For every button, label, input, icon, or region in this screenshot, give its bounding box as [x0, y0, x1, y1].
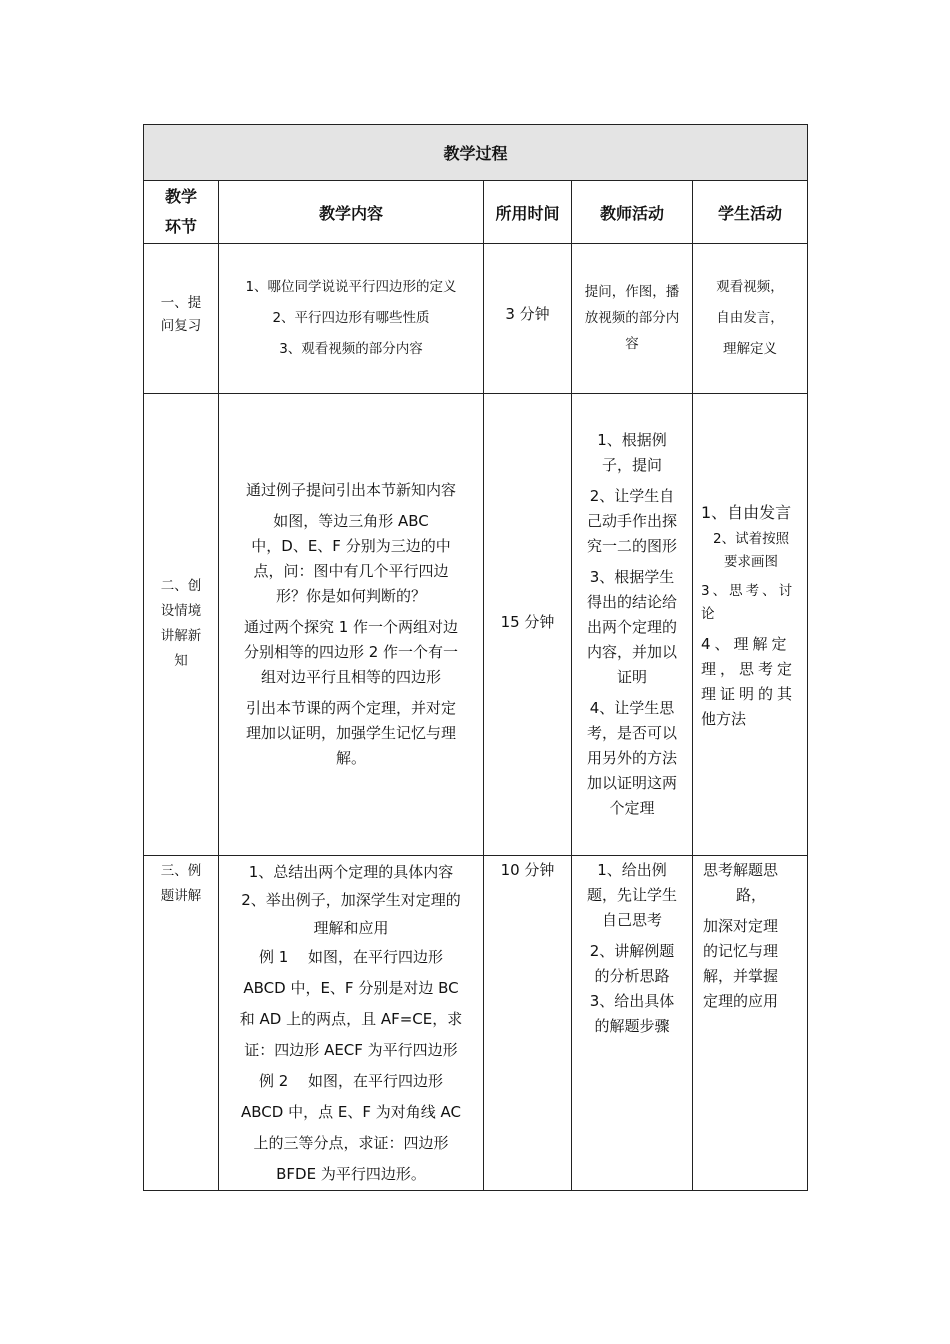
- teacher-line: 2、让学生自: [589, 487, 675, 505]
- content-line: 解。: [335, 749, 366, 767]
- teacher-line: 究一二的图形: [586, 537, 677, 555]
- teacher-line: 题，先让学生: [586, 886, 677, 904]
- header-teacher: 教师活动: [572, 181, 693, 244]
- stage-text: 问复习: [160, 318, 202, 334]
- student-cell: [693, 244, 808, 394]
- student-line: 要求画图: [724, 554, 778, 570]
- header-time: 所用时间: [484, 181, 572, 244]
- teacher-line: 得出的结论给: [586, 593, 677, 611]
- teacher-line: 出两个定理的: [586, 618, 677, 636]
- teacher-line: 3、给出具体: [589, 992, 675, 1010]
- content-line: 分别相等的四边形 2 作一个有一: [243, 643, 459, 661]
- teacher-line: 2、讲解例题: [589, 942, 675, 960]
- student-line: 理解定义: [723, 341, 777, 357]
- teacher-line: 自己思考: [601, 911, 662, 929]
- content-line: 形？你是如何判断的？: [275, 587, 426, 605]
- table-row: [144, 856, 808, 1191]
- student-line: 2、试着按照: [713, 531, 790, 547]
- content-line: BFDE 为平行四边形。: [276, 1165, 426, 1183]
- stage-text: 设情境: [160, 603, 202, 619]
- student-cell: [693, 394, 808, 856]
- teacher-line: 放视频的部分内: [584, 310, 680, 326]
- teacher-line: 1、根据例: [597, 431, 667, 449]
- content-line: ABCD 中，点 E、F 为对角线 AC: [241, 1103, 461, 1121]
- time-cell: 3 分钟: [484, 244, 572, 394]
- teacher-line: 的解题步骤: [594, 1017, 670, 1035]
- content-line: 3、观看视频的部分内容: [279, 341, 423, 357]
- stage-text: 知: [174, 653, 188, 669]
- student-line: 思考解题思: [703, 861, 779, 879]
- teacher-cell: [572, 244, 693, 394]
- student-line: 定理的应用: [703, 992, 779, 1010]
- stage-cell: [144, 856, 219, 1191]
- student-line: 观看视频，: [716, 279, 784, 295]
- content-line: 1、总结出两个定理的具体内容: [248, 863, 454, 881]
- content-line: 组对边平行且相等的四边形: [260, 668, 441, 686]
- teacher-line: 提问，作图，播: [584, 284, 680, 300]
- content-line: 理解和应用: [313, 919, 389, 937]
- header-student: 学生活动: [693, 181, 808, 244]
- content-line: 如图，等边三角形 ABC: [273, 512, 429, 530]
- content-line: ABCD 中，E、F 分别是对边 BC: [243, 979, 459, 997]
- student-line: 解，并掌握: [703, 967, 779, 985]
- content-line: 引出本节课的两个定理，并对定: [245, 699, 456, 717]
- teacher-line: 1、给出例: [597, 861, 667, 879]
- teacher-line: 的分析思路: [594, 967, 670, 985]
- student-cell: [693, 856, 808, 1191]
- student-line: 论: [701, 606, 715, 622]
- stage-cell: [144, 394, 219, 856]
- teacher-line: 用另外的方法: [586, 749, 677, 767]
- stage-text: 一、提: [160, 295, 202, 311]
- teacher-cell: [572, 856, 693, 1191]
- content-line: 证：四边形 AECF 为平行四边形: [244, 1041, 458, 1059]
- student-line: 的记忆与理: [703, 942, 779, 960]
- teacher-line: 考，是否可以: [586, 724, 677, 742]
- header-stage-line2: 环节: [164, 217, 197, 236]
- content-line: 2、平行四边形有哪些性质: [272, 310, 430, 326]
- content-line: 例 2 如图，在平行四边形: [258, 1072, 444, 1090]
- stage-text: 三、例: [160, 863, 202, 879]
- table-title: 教学过程: [144, 125, 808, 181]
- content-cell: [219, 244, 484, 394]
- teaching-process-table: [143, 124, 808, 1191]
- student-line: 理，思考定: [701, 660, 797, 678]
- header-content: 教学内容: [219, 181, 484, 244]
- content-line: 中，D、E、F 分别为三边的中: [251, 537, 451, 555]
- student-line: 自由发言，: [716, 310, 784, 326]
- student-line: 4、理解定: [701, 635, 791, 653]
- table-row: [144, 394, 808, 856]
- teacher-line: 加以证明这两: [586, 774, 677, 792]
- student-line: 他方法: [701, 710, 747, 728]
- teacher-line: 3、根据学生: [589, 568, 675, 586]
- teacher-line: 4、让学生思: [589, 699, 675, 717]
- teacher-line: 证明: [616, 668, 647, 686]
- time-cell: 15 分钟: [484, 394, 572, 856]
- content-line: 和 AD 上的两点，且 AF=CE，求: [239, 1010, 463, 1028]
- student-line: 1、自由发言: [701, 503, 792, 522]
- table-row: [144, 244, 808, 394]
- teacher-line: 容: [625, 336, 639, 352]
- header-stage-line1: 教学: [164, 187, 197, 206]
- content-cell: [219, 856, 484, 1191]
- teacher-line: 子，提问: [601, 456, 662, 474]
- teacher-line: 个定理: [609, 799, 655, 817]
- time-cell: 10 分钟: [484, 856, 572, 1191]
- student-line: 理证明的其: [701, 685, 797, 703]
- content-cell: [219, 394, 484, 856]
- content-line: 通过例子提问引出本节新知内容: [245, 481, 456, 499]
- teacher-line: 己动手作出探: [586, 512, 677, 530]
- content-line: 理加以证明，加强学生记忆与理: [245, 724, 456, 742]
- content-line: 通过两个探究 1 作一个两组对边: [243, 618, 459, 636]
- teacher-cell: [572, 394, 693, 856]
- header-stage: [144, 181, 219, 244]
- content-line: 2、举出例子，加深学生对定理的: [241, 891, 461, 909]
- teacher-line: 内容，并加以: [586, 643, 677, 661]
- student-line: 加深对定理: [703, 917, 779, 935]
- student-line: 路，: [736, 886, 767, 904]
- content-line: 上的三等分点，求证：四边形: [253, 1134, 449, 1152]
- stage-text: 二、创: [160, 578, 202, 594]
- content-line: 点，问：图中有几个平行四边: [253, 562, 449, 580]
- stage-text: 讲解新: [160, 628, 202, 644]
- content-line: 例 1 如图，在平行四边形: [258, 948, 444, 966]
- stage-cell: [144, 244, 219, 394]
- stage-text: 题讲解: [160, 888, 202, 904]
- content-line: 1、哪位同学说说平行四边形的定义: [245, 279, 457, 295]
- student-line: 3、思考、讨: [701, 583, 796, 599]
